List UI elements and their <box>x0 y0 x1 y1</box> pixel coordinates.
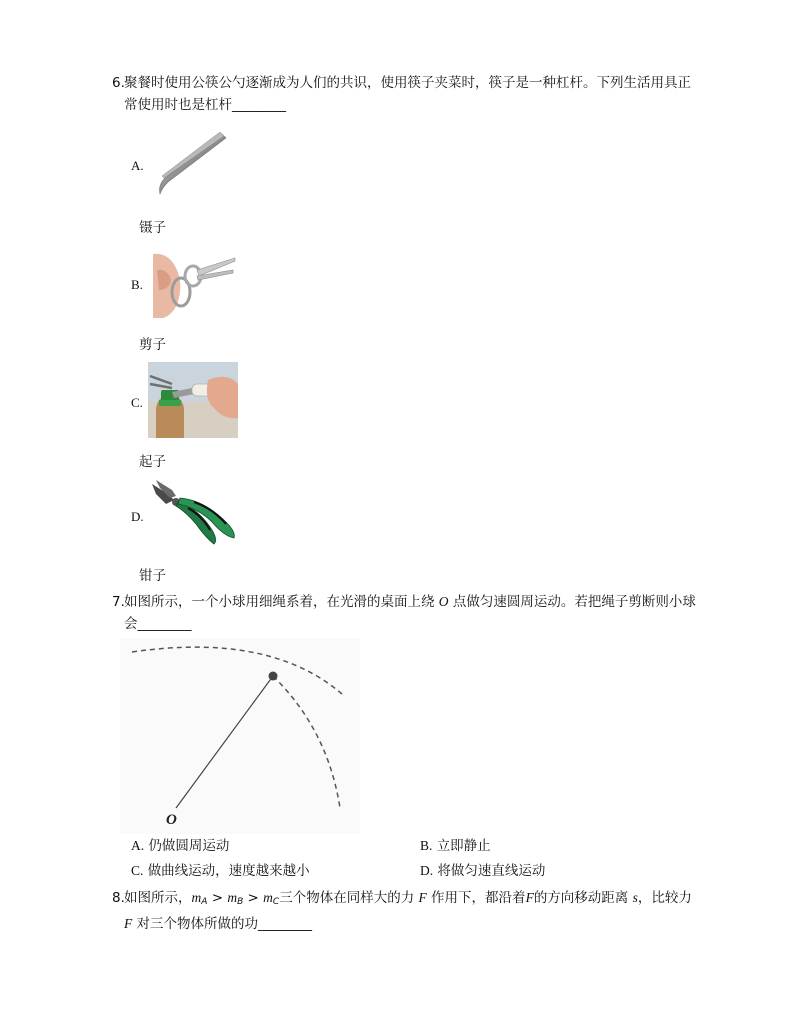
question-7 <box>112 591 712 635</box>
ball <box>269 672 278 681</box>
question-number: 6. <box>112 75 125 91</box>
option-c-caption: 起子 <box>139 454 166 470</box>
question-text-line2: 会________ <box>124 616 192 632</box>
question-number: 8. <box>112 890 125 906</box>
option-c-letter: C. <box>131 395 143 410</box>
circular-motion-figure <box>120 638 360 834</box>
option-b-caption: 剪子 <box>139 337 166 353</box>
choice-d[interactable]: D. 将做匀速直线运动 <box>420 863 546 879</box>
question-text-line1: 聚餐时使用公筷公勺逐渐成为人们的共识，使用筷子夹菜时，筷子是一种杠杆。下列生活用具正 <box>124 75 691 91</box>
pliers-icon <box>148 478 240 552</box>
option-d-caption: 钳子 <box>139 568 166 584</box>
question-8 <box>112 887 712 935</box>
question-text-line1: 如图所示，一个小球用细绳系着，在光滑的桌面上绕 O 点做匀速圆周运动。若把绳子剪断则小球 <box>124 594 696 610</box>
option-d-letter: D. <box>131 509 144 524</box>
choice-a[interactable]: A. 仍做圆周运动 <box>131 838 230 854</box>
scissors-icon <box>153 246 237 318</box>
question-6 <box>112 72 712 116</box>
choice-c[interactable]: C. 做曲线运动，速度越来越小 <box>131 863 310 879</box>
question-number: 7. <box>112 594 125 610</box>
option-a-caption: 镊子 <box>139 220 166 236</box>
question-text-line1: 如图所示，$m_A > m_B > m_C$三个物体在同样大的力 F 作用下，都沿着F的方向移动距离 s，比较力 <box>124 890 692 907</box>
choice-b[interactable]: B. 立即静止 <box>420 838 491 854</box>
question-text-line2: 常使用时也是杠杆________ <box>124 97 286 113</box>
question-text-line2: F 对三个物体所做的功________ <box>124 916 313 932</box>
bottle-opener-icon <box>148 362 238 438</box>
tweezers-icon <box>150 130 230 198</box>
option-b-letter: B. <box>131 277 143 292</box>
option-a-letter: A. <box>131 158 144 173</box>
center-label-o: O <box>166 812 177 828</box>
